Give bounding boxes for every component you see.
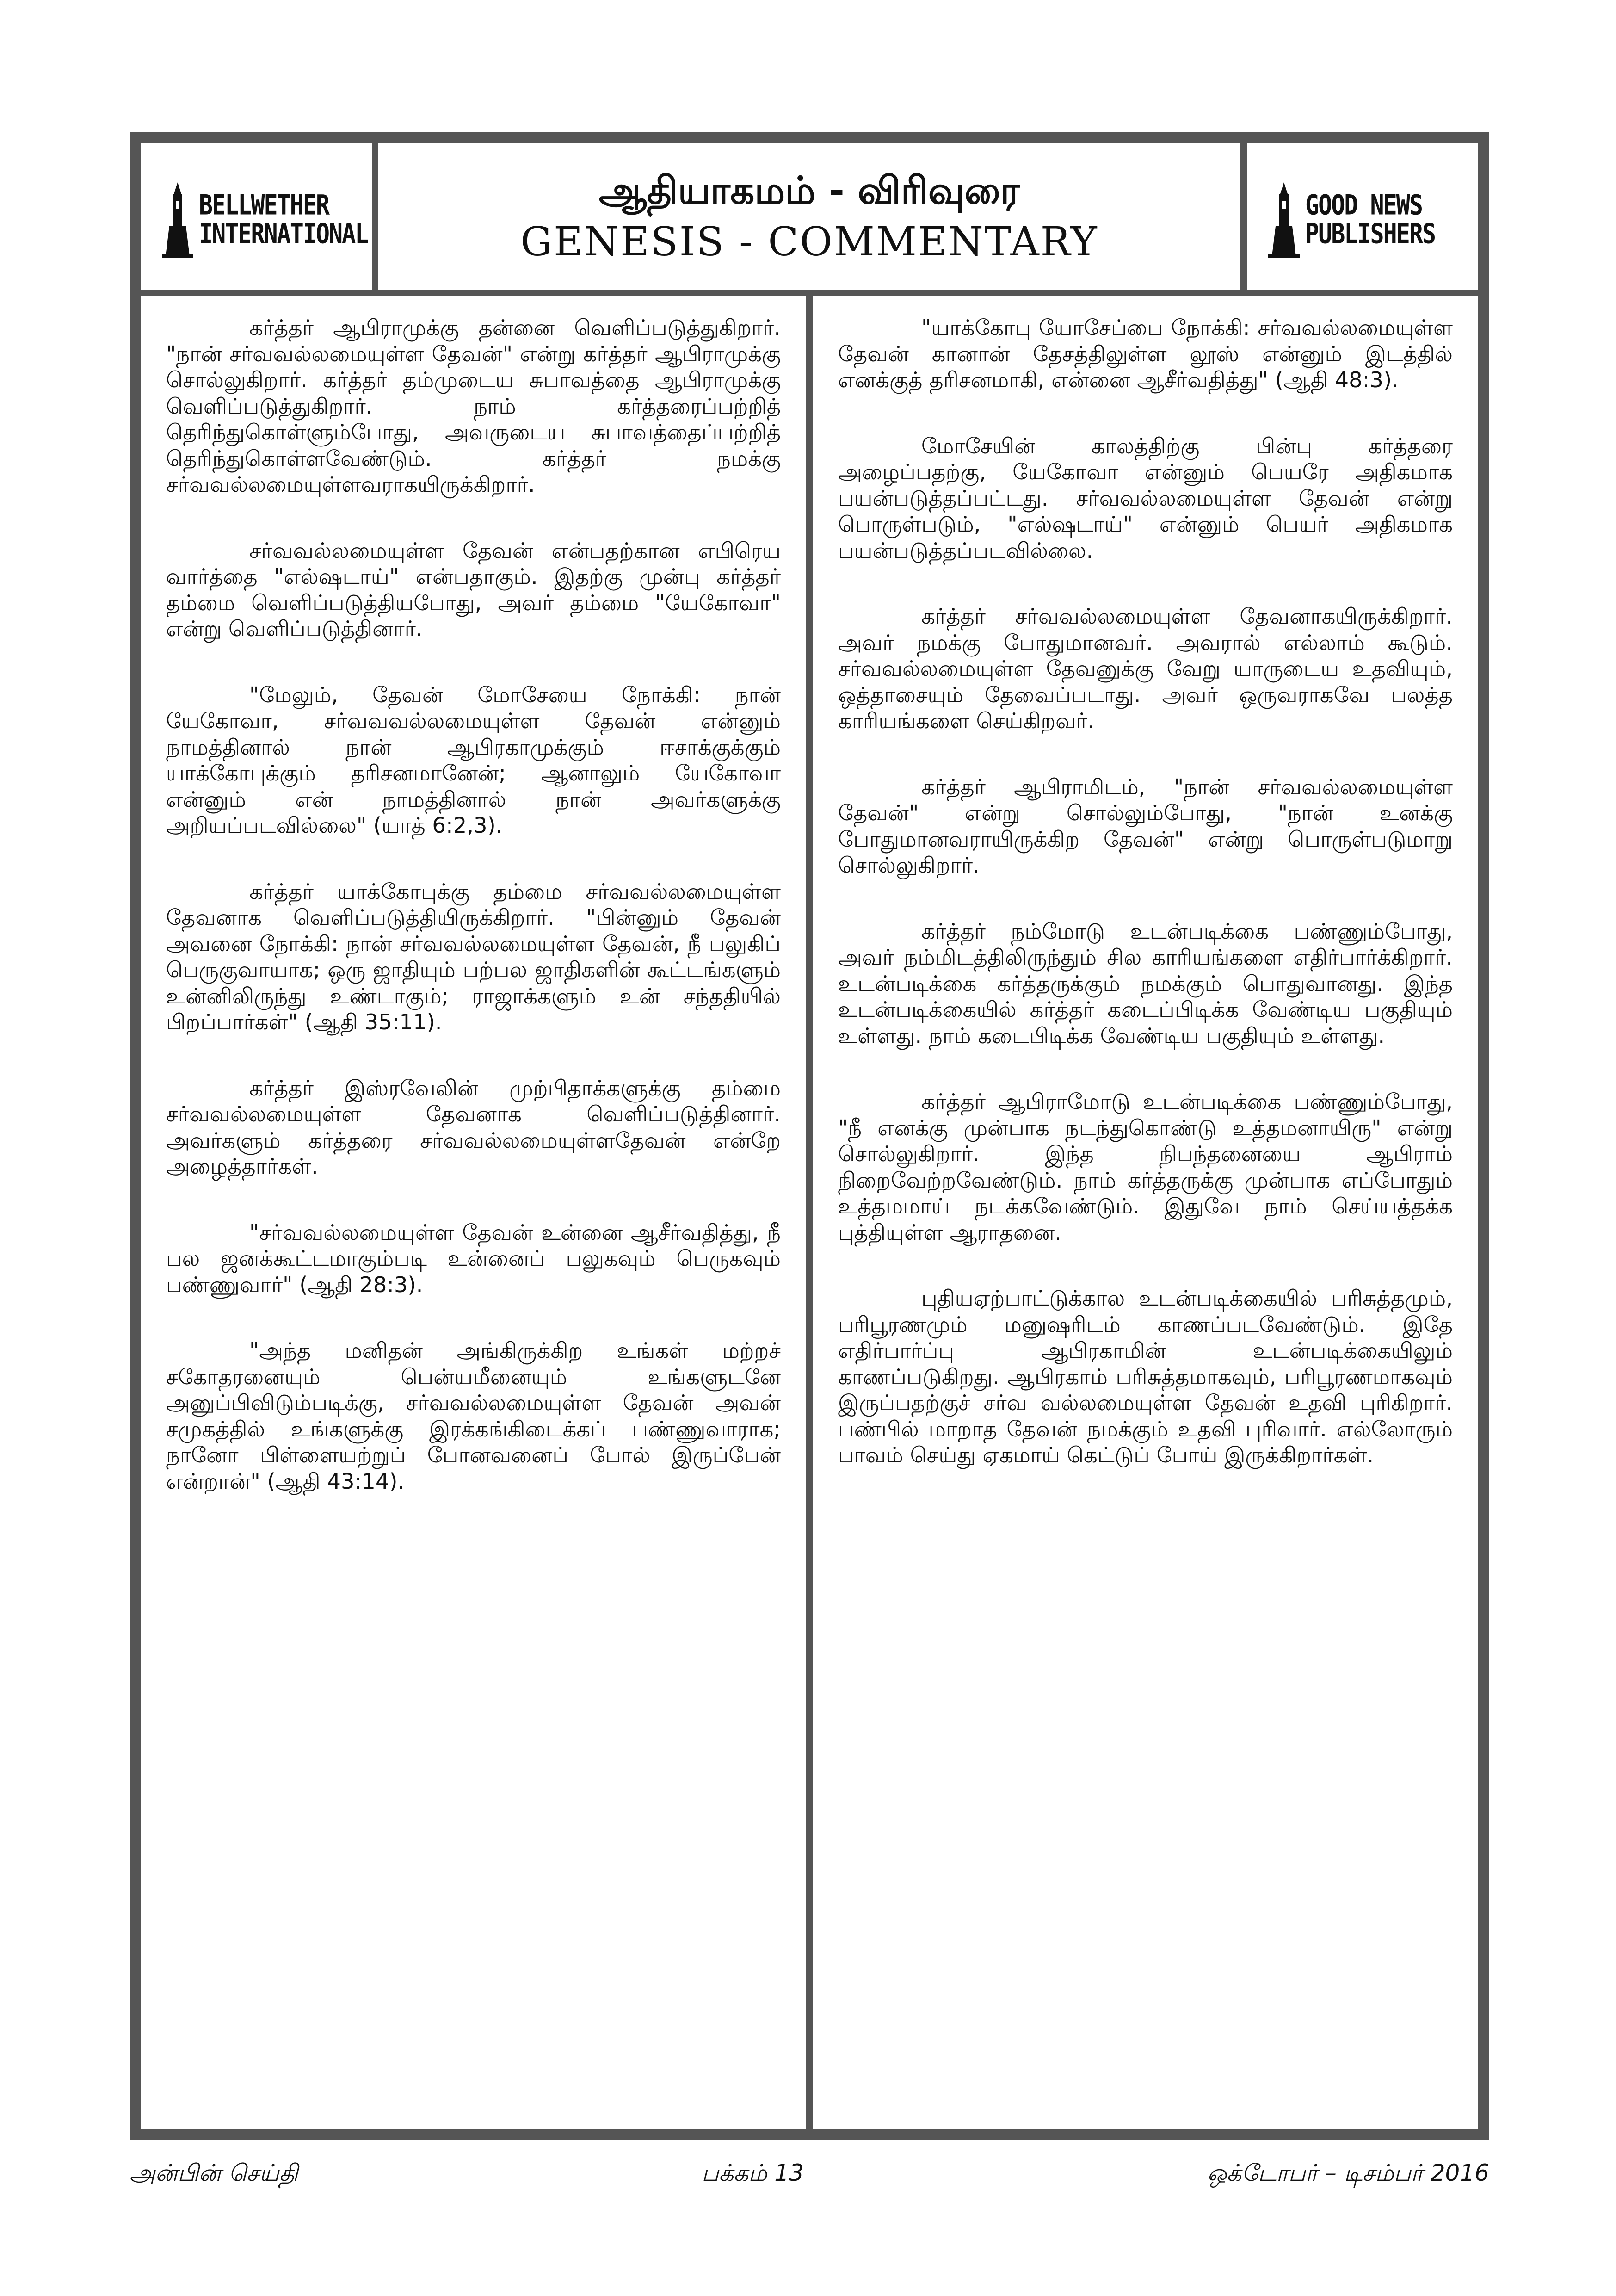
page-frame [130,132,1489,2140]
footer-page-number: பக்கம் 13 [701,2159,804,2186]
paragraph: "அந்த மனிதன் அங்கிருக்கிற உங்கள் மற்றச் சகோதரனையும் பென்யமீனையும் உங்களுடனே அனுப்பிவிடும்படிக்கு, சர்வவல்லமையுள்ள தேவன் அவன் சமுகத்தில் உங்களுக்கு இரக்கங்கிடைக்கப் பண்ணுவாராக; நானோ பிள்ளையற்றுப் போனவனைப் போல் இருப்பேன் என்றான்" (ஆதி 43:14). [166,1338,781,1494]
bellwether-logo [159,180,368,259]
right-logo-box [1247,143,1478,290]
bell-tower-icon [159,180,196,259]
paragraph: "மேலும், தேவன் மோசேயை நோக்கி: நான் யேகோவா, சர்வவவல்லமையுள்ள தேவன் என்னும் நாமத்தினால் நான் ஆபிரகாமுக்கும் ஈசாக்குக்கும் யாக்கோபுக்கும் தரிசனமானேன்; ஆனாலும் யேகோவா என்னும் என் நாமத்தினால் நான் அவர்களுக்கு அறியப்படவில்லை" (யாத் 6:2,3). [166,682,781,838]
paragraph: கர்த்தர் ஆபிராமோடு உடன்படிக்கை பண்ணும்போது, "நீ எனக்கு முன்பாக நடந்துகொண்டு உத்தமனாயிரு" என்று சொல்லுகிறார். இந்த நிபந்தனையை ஆபிராம் நிறைவேற்றவேண்டும். நாம் கர்த்தருக்கு முன்பாக எப்போதும் உத்தமமாய் நடக்கவேண்டும். இதுவே நாம் செய்யத்தக்க புத்தியுள்ள ஆராதனை. [838,1089,1453,1245]
title-english: GENESIS - COMMENTARY [520,218,1098,265]
header [134,136,1485,296]
paragraph: புதியஏற்பாட்டுக்கால உடன்படிக்கையில் பரிசுத்தமும், பரிபூரணமும் மனுஷரிடம் காணப்படவேண்டும். இதே எதிர்பார்ப்பு ஆபிரகாமின் உடன்படிக்கையிலும் காணப்படுகிறது. ஆபிரகாம் பரிசுத்தமாகவும், பரிபூரணமாகவும் இருப்பதற்குச் சர்வ வல்லமையுள்ள தேவன் உதவி புரிகிறார். பண்பில் மாறாத தேவன் நமக்கும் உதவி புரிவார். எல்லோரும் பாவம் செய்து ஏகமாய் கெட்டுப் போய் இருக்கிறார்கள். [838,1286,1453,1467]
paragraph: கர்த்தர் ஆபிராமுக்கு தன்னை வெளிப்படுத்துகிறார். "நான் சர்வவல்லமையுள்ள தேவன்" என்று கர்த்தர் ஆபிராமுக்கு சொல்லுகிறார். கர்த்தர் தம்முடைய சுபாவத்தை ஆபிராமுக்கு வெளிப்படுத்துகிறார். நாம் கர்த்தரைப்பற்றித் தெரிந்துகொள்ளும்போது, அவருடைய சுபாவத்தைப்பற்றித் தெரிந்துகொள்ளவேண்டும். கர்த்தர் நமக்கு சர்வவல்லமையுள்ளவராகயிருக்கிறார். [166,315,781,497]
right-logo-line2: PUBLISHERS [1305,217,1436,250]
left-column [141,296,806,2129]
title-tamil: ஆதியாகமம் - விரிவுரை [598,168,1020,213]
paragraph: "சர்வவல்லமையுள்ள தேவன் உன்னை ஆசீர்வதித்து, நீ பல ஜனக்கூட்டமாகும்படி உன்னைப் பலுகவும் பெருகவும் பண்ணுவார்" (ஆதி 28:3). [166,1219,781,1297]
paragraph: கர்த்தர் இஸ்ரவேலின் முற்பிதாக்களுக்கு தம்மை சர்வவல்லமையுள்ள தேவனாக வெளிப்படுத்தினார். அவர்களும் கர்த்தரை சர்வவல்லமையுள்ளதேவன் என்றே அழைத்தார்கள். [166,1075,781,1179]
bell-tower-icon [1265,180,1302,259]
right-column [813,296,1478,2129]
paragraph: "யாக்கோபு யோசேப்பை நோக்கி: சர்வவல்லமையுள்ள தேவன் கானான் தேசத்திலுள்ள லூஸ் என்னும் இடத்தில் எனக்குத் தரிசனமாகி, என்னை ஆசீர்வதித்து" (ஆதி 48:3). [838,315,1453,392]
page-footer [130,2156,1489,2193]
footer-issue-date: ஒக்டோபர் – டிசம்பர் 2016 [1207,2159,1489,2186]
paragraph: கர்த்தர் ஆபிராமிடம், "நான் சர்வவல்லமையுள்ள தேவன்" என்று சொல்லும்போது, "நான் உனக்கு போதுமானவராயிருக்கிற தேவன்" என்று பொருள்படுமாறு சொல்லுகிறார். [838,774,1453,878]
left-logo-line1: BELLWETHER [199,189,329,221]
paragraph: கர்த்தர் நம்மோடு உடன்படிக்கை பண்ணும்போது, அவர் நம்மிடத்திலிருந்தும் சில காரியங்களை எதிர்பார்க்கிறார். உடன்படிக்கை கர்த்தருக்கும் நமக்கும் பொதுவானது. இந்த உடன்படிக்கையில் கர்த்தர் கடைப்பிடிக்க வேண்டிய பகுதியும் உள்ளது. நாம் கடைபிடிக்க வேண்டிய பகுதியும் உள்ளது. [838,918,1453,1048]
paragraph: கர்த்தர் சர்வவல்லமையுள்ள தேவனாகயிருக்கிறார். அவர் நமக்கு போதுமானவர். அவரால் எல்லாம் கூடும். சர்வவல்லமையுள்ள தேவனுக்கு வேறு யாருடைய உதவியும், ஒத்தாசையும் தேவைப்படாது. அவர் ஒருவராகவே பலத்த காரியங்களை செய்கிறவர். [838,604,1453,733]
paragraph: கர்த்தர் யாக்கோபுக்கு தம்மை சர்வவல்லமையுள்ள தேவனாக வெளிப்படுத்தியிருக்கிறார். "பின்னும் தேவன் அவனை நோக்கி: நான் சர்வவல்லமையுள்ள தேவன், நீ பலுகிப் பெருகுவாயாக; ஒரு ஜாதியும் பற்பல ஜாதிகளின் கூட்டங்களும் உன்னிலிருந்து உண்டாகும்; ராஜாக்களும் உன் சந்ததியில் பிறப்பார்கள்" (ஆதி 35:11). [166,879,781,1034]
left-logo-box [141,143,372,290]
title-box [378,143,1240,290]
good-news-logo [1265,180,1464,259]
right-logo-line1: GOOD NEWS [1305,189,1422,221]
paragraph: சர்வவல்லமையுள்ள தேவன் என்பதற்கான எபிரெய வார்த்தை "எல்ஷடாய்" என்பதாகும். இதற்கு முன்பு கர்த்தர் தம்மை வெளிப்படுத்தியபோது, அவர் தம்மை "யேகோவா" என்று வெளிப்படுத்தினார். [166,538,781,641]
footer-magazine-name: அன்பின் செய்தி [130,2159,298,2186]
article-body [134,296,1485,2135]
paragraph: மோசேயின் காலத்திற்கு பின்பு கர்த்தரை அழைப்பதற்கு, யேகோவா என்னும் பெயரே அதிகமாக பயன்படுத்தப்பட்டது. சர்வவல்லமையுள்ள தேவன் என்று பொருள்படும், "எல்ஷடாய்" என்னும் பெயர் அதிகமாக பயன்படுத்தப்படவில்லை. [838,433,1453,563]
left-logo-line2: INTERNATIONAL [199,217,368,250]
